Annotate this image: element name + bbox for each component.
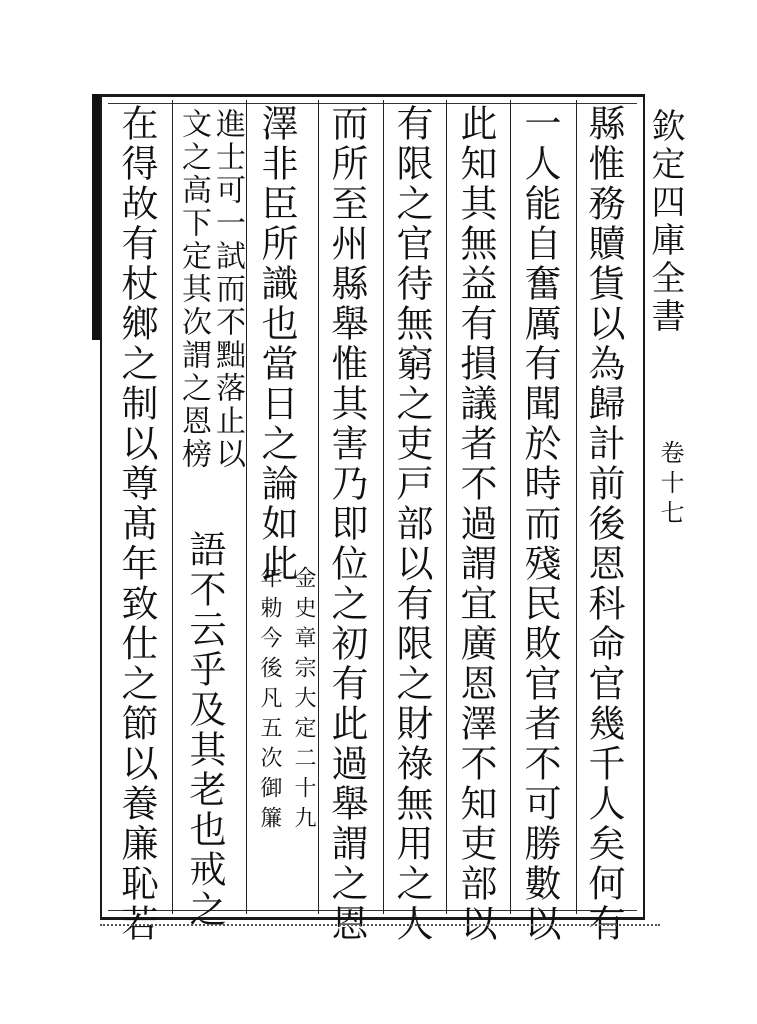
text-column-4: 有限之官待無窮之吏戸部以有限之財祿無用之人 (390, 104, 433, 944)
text-column-7: 進士可一試而不黜落止以 (210, 108, 245, 471)
text-column-8-small: 文之高下定其次謂之恩榜 (176, 108, 211, 471)
column-rule (318, 100, 319, 914)
book-title: 欽定四庫全書 (645, 108, 685, 336)
volume-number: 卷十七 (656, 440, 684, 530)
print-edge-noise (100, 924, 660, 930)
text-column-3: 此知其無益有損議者不過謂宜廣恩澤不知吏部以 (454, 104, 497, 944)
column-rule (172, 100, 173, 914)
text-column-5: 而所至州縣舉惟其害乃即位之初有此過舉謂之恩 (325, 104, 368, 944)
text-column-8-tail: 語不云乎及其老也戒之 (183, 530, 226, 930)
column-rule (446, 100, 447, 914)
text-column-6-main: 澤非臣所識也當日之論如此 (255, 104, 298, 584)
text-column-2: 一人能自奮厲有聞於時而殘民敗官者不可勝數以 (518, 104, 561, 944)
column-rule (576, 100, 577, 914)
column-rule (383, 100, 384, 914)
binding-strip (92, 94, 100, 340)
column-rule (510, 100, 511, 914)
text-column-9: 在得故有杖鄉之制以尊髙年致仕之節以養廉恥若 (115, 104, 158, 944)
text-column-1: 縣惟務贖貨以為歸計前後恩科命官幾千人矣何有 (582, 104, 625, 944)
text-column-6-note-a: 金史章宗大定二十九 (291, 566, 316, 836)
column-rule (246, 100, 247, 914)
text-column-6-note-b: 年勅今後凡五次御簾 (257, 566, 282, 836)
